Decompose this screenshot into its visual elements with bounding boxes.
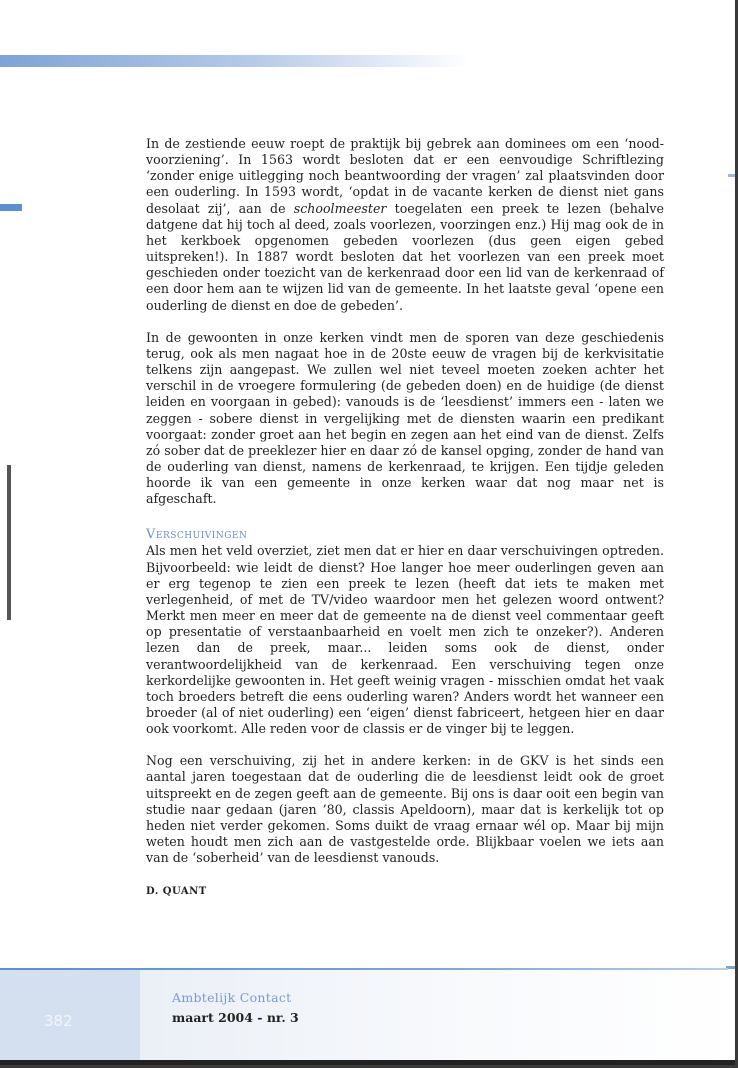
author-name: D. QUANT <box>146 886 207 898</box>
article-body <box>146 136 664 901</box>
paragraph-shifts: Als men het veld overziet, ziet men dat er hier en daar verschuivingen optreden. Bijvoorbeeld: wie leidt de dienst? Hoe langer hoe meer ouderlingen geven aan er erg tegenop te zien een preek te lezen (heeft dat iets te maken met verlegenheid, of met de TV/video waardoor men het gelezen woord ontwent? Merkt men meer en meer dat de gemeente na de dienst veel commentaar geeft op presentatie of verstaanbaarheid en voelt men zich te onzeker?). Anderen lezen dan de preek, maar... leiden soms ook de dienst, onder verantwoordelijkheid van de kerkenraad. Een verschuiving tegen onze kerkordelijke gewoonten in. Het geeft weinig vragen - misschien omdat het vaak toch broeders betreft die eens ouderling waren? Anders wordt het wanneer een broeder (al of niet ouderling) een ‘eigen’ dienst fabriceert, hetgeen hier en daar ook voorkomt. Alle reden voor de classis er de vinger bij te leggen. <box>146 543 664 737</box>
margin-bar-marker <box>7 465 11 620</box>
page-number: 382 <box>44 1012 73 1030</box>
issue-label: maart 2004 - nr. 3 <box>172 1010 299 1025</box>
section-heading: Verschuivingen <box>146 527 248 543</box>
emphasis-schoolmeester: schoolmeester <box>293 200 387 216</box>
header-color-band <box>0 55 470 67</box>
margin-tab-marker <box>0 204 22 211</box>
page-bottom-edge <box>0 1060 735 1065</box>
right-margin-marker <box>728 174 735 177</box>
paragraph-gkv: Nog een verschuiving, zij het in andere kerken: in de GKV is het sinds een aantal jaren toegestaan dat de ouderling die de leesdienst leidt ook de groet uitspreekt en de zegen geeft aan de gemeente. Bij ons is daar ooit een begin van studie naar gedaan (jaren ’80, classis Apeldoorn), maar dat is kerkelijk tot op heden niet verder gekomen. Soms duikt de vraag ernaar wél op. Maar bij mijn weten houdt men zich aan de vastgestelde orde. Blijkbaar voelen we iets aan van de ‘soberheid’ van de leesdienst vanouds. <box>146 753 664 866</box>
paragraph-customs: In de gewoonten in onze kerken vindt men de sporen van deze geschiedenis terug, ook als men nagaat hoe in de 20ste eeuw de vragen bij de kerkvisitatie telkens zijn aangepast. We zullen wel niet teveel moeten zoeken achter het verschil in de vroegere formulering (de gebeden doen) en de huidige (de dienst leiden en voorgaan in gebed): vanouds is de ‘leesdienst’ immers een - laten we zeggen - sobere dienst in vergelijking met de diensten waarin een predikant voorgaat: zonder groet aan het begin en zegen aan het eind van de dienst. Zelfs zó sober dat de preeklezer hier en daar zó de kansel opging, zonder de hand van de ouderling van dienst, namens de kerkenraad, te krijgen. Een tijdje geleden hoorde ik van een gemeente in onze kerken waar dat nog maar net is afgeschaft. <box>146 329 664 507</box>
paragraph-history: In de zestiende eeuw roept de praktijk bij gebrek aan dominees om een ‘nood-voorziening’. In 1563 wordt besloten dat er een eenvoudige Schriftlezing ‘zonder enige uitlegging noch beantwoording der vragen’ zal plaatsvinden door een ouderling. In 1593 wordt, ‘opdat in de vacante kerken de dienst niet gans desolaat zij’, aan de schoolmeester toegelaten een preek te lezen (behalve datgene dat hij toch al deed, zoals voorlezen, voorzingen enz.) Hij mag ook de in het kerkboek opgenomen gebeden voorlezen (dus geen eigen gebed uitspreken!). In 1887 wordt besloten dat het voorlezen van een preek moet geschieden onder toezicht van de kerkenraad door een lid van de kerkenraad of een door hem aan te wijzen lid van de gemeente. In het laatste geval ‘opene een ouderling de dienst en doe de gebeden’. <box>146 136 664 313</box>
footer-divider <box>0 968 728 970</box>
journal-title: Ambtelijk Contact <box>172 990 292 1005</box>
